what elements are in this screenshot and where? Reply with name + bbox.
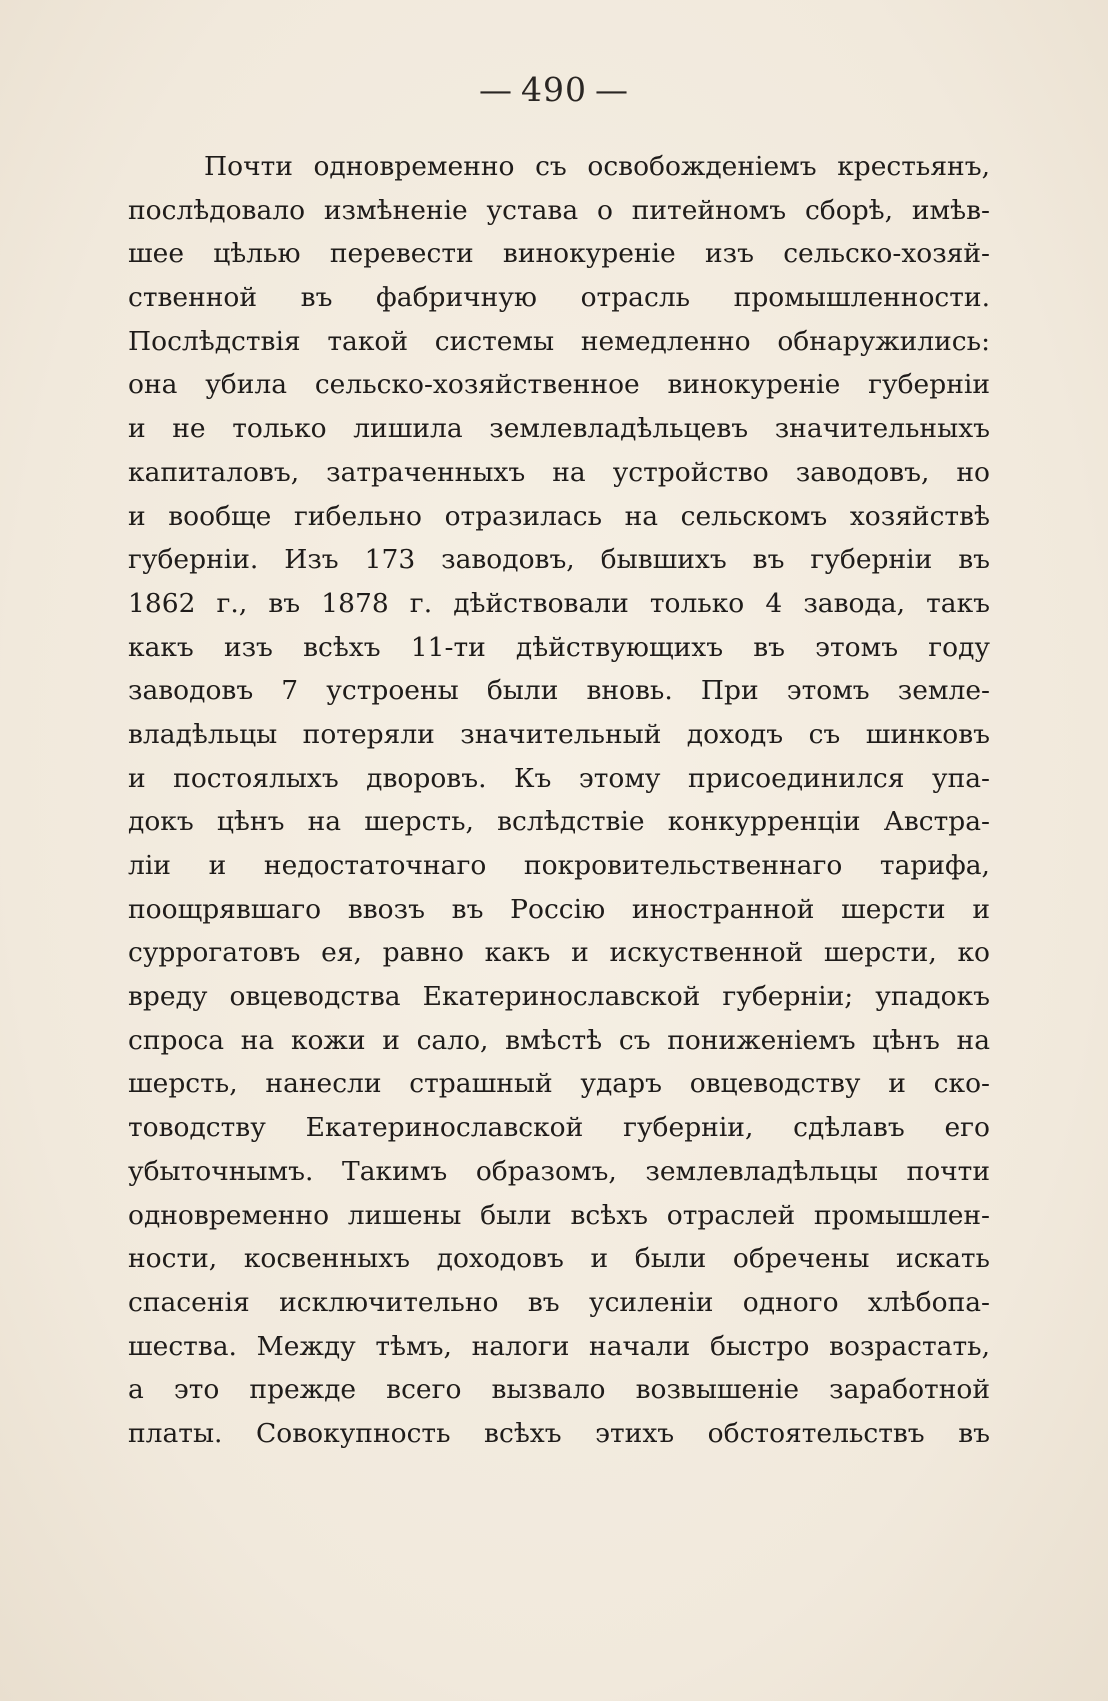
text-line: и постоялыхъ дворовъ. Къ этому присоединился упа- (128, 762, 990, 794)
text-line: 1862 г., въ 1878 г. дѣйствовали только 4 завода, такъ (128, 587, 990, 619)
text-line: заводовъ 7 устроены были вновь. При этомъ земле- (128, 675, 990, 707)
text-line: докъ цѣнъ на шерсть, вслѣдствіе конкурренціи Австра- (128, 806, 990, 838)
text-line: и вообще гибельно отразилась на сельскомъ хозяйствѣ (128, 500, 990, 532)
text-line: шее цѣлью перевести винокуреніе изъ сельско-хозяй- (128, 238, 990, 270)
text-line: губерніи. Изъ 173 заводовъ, бывшихъ въ губерніи въ (128, 544, 990, 576)
body-paragraph (128, 145, 990, 1456)
text-line: вреду овцеводства Екатеринославской губерніи; упадокъ (128, 981, 990, 1013)
text-line: ліи и недостаточнаго покровительственнаго тарифа, (128, 850, 990, 881)
text-line: Послѣдствія такой системы немедленно обнаружились: (128, 325, 990, 357)
page-number-value: 490 (521, 70, 587, 109)
text-line: какъ изъ всѣхъ 11-ти дѣйствующихъ въ этомъ году (128, 631, 990, 663)
text-line: а это прежде всего вызвало возвышеніе заработной (128, 1374, 990, 1406)
page-number-dash-right: — (595, 70, 629, 109)
text-line: Почти одновременно съ освобожденіемъ крестьянъ, (204, 151, 990, 182)
text-line: шества. Между тѣмъ, налоги начали быстро возрастать, (128, 1330, 990, 1362)
text-line: капиталовъ, затраченныхъ на устройство заводовъ, но (128, 456, 990, 488)
text-line: спроса на кожи и сало, вмѣстѣ съ пониженіемъ цѣнъ на (128, 1024, 990, 1056)
text-line: она убила сельско-хозяйственное винокуреніе губерніи (128, 369, 990, 401)
text-line: владѣльцы потеряли значительный доходъ съ шинковъ (128, 718, 990, 750)
text-line: поощрявшаго ввозъ въ Россію иностранной шерсти и (128, 893, 990, 925)
text-line: шерсть, нанесли страшный ударъ овцеводству и ско- (128, 1068, 990, 1100)
text-line: ности, косвенныхъ доходовъ и были обречены искать (128, 1243, 990, 1275)
text-line: товодству Екатеринославской губерніи, сдѣлавъ его (128, 1112, 990, 1144)
page-number (0, 70, 1108, 109)
text-line: послѣдовало измѣненіе устава о питейномъ сборѣ, имѣв- (128, 194, 990, 226)
text-line: и не только лишила землевладѣльцевъ значительныхъ (128, 413, 990, 445)
text-line: убыточнымъ. Такимъ образомъ, землевладѣльцы почти (128, 1155, 990, 1187)
page-number-dash-left: — (479, 70, 513, 109)
text-line: спасенія исключительно въ усиленіи одного хлѣбопа- (128, 1286, 990, 1318)
text-line: платы. Совокупность всѣхъ этихъ обстоятельствъ въ (128, 1417, 990, 1449)
text-line: одновременно лишены были всѣхъ отраслей промышлен- (128, 1199, 990, 1231)
text-line: ственной въ фабричную отрасль промышленности. (128, 282, 990, 314)
text-line: суррогатовъ ея, равно какъ и искуственной шерсти, ко (128, 937, 990, 969)
